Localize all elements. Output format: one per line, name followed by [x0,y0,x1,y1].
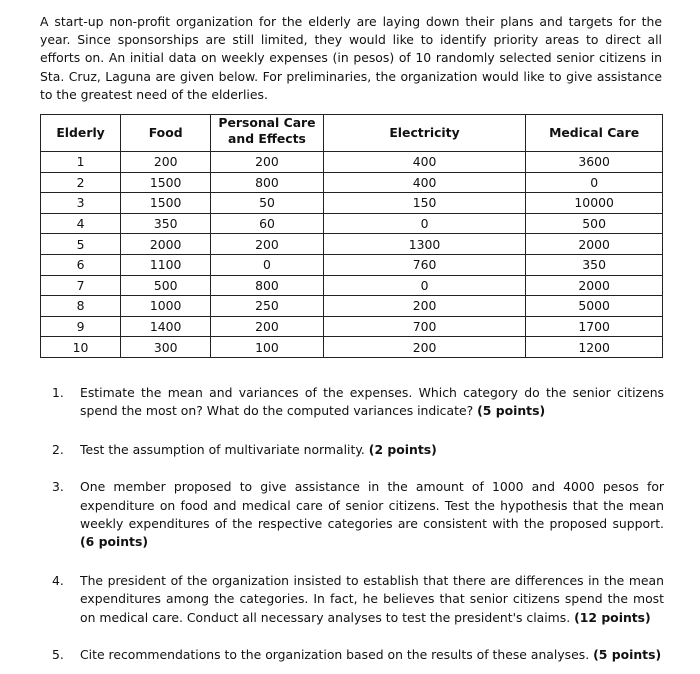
table-header-row [41,115,663,152]
table-row [41,152,663,173]
cell-personal-care: 100 [211,337,324,358]
cell-food: 200 [121,152,211,173]
question-points: (2 points) [368,441,437,457]
cell-elderly: 4 [41,213,121,234]
cell-personal-care: 200 [211,152,324,173]
cell-food: 1500 [121,193,211,214]
cell-medical-care: 1700 [526,316,663,337]
table-row [41,213,663,234]
cell-electricity: 150 [323,193,525,214]
cell-medical-care: 10000 [526,193,663,214]
table-row [41,193,663,214]
cell-personal-care: 800 [211,172,324,193]
table-row [41,316,663,337]
cell-food: 500 [121,275,211,296]
question-item [52,441,664,459]
cell-medical-care: 2000 [526,275,663,296]
question-list [52,384,664,664]
cell-electricity: 760 [323,254,525,275]
header-elderly: Elderly [41,115,121,152]
expenses-table [40,114,663,358]
cell-food: 350 [121,213,211,234]
question-item [52,478,664,552]
cell-medical-care: 5000 [526,296,663,317]
cell-personal-care: 200 [211,234,324,255]
cell-medical-care: 3600 [526,152,663,173]
question-item [52,646,664,664]
cell-elderly: 7 [41,275,121,296]
question-text: Estimate the mean and variances of the expenses. Which category do the senior citizens spend the most on? What do the computed variances indicate? (5 points) [80,385,664,419]
cell-medical-care: 350 [526,254,663,275]
question-item [52,572,664,627]
cell-electricity: 1300 [323,234,525,255]
question-number: 3. [52,479,64,495]
table-row [41,234,663,255]
cell-medical-care: 1200 [526,337,663,358]
header-electricity: Electricity [323,115,525,152]
question-text: One member proposed to give assistance in the amount of 1000 and 4000 pesos for expenditure on food and medical care of senior citizens. Test the hypothesis that the mean weekly expenditures of the respective categories are consistent with the proposed support. (6 points) [80,479,664,550]
question-points: (12 points) [574,609,651,625]
cell-personal-care: 200 [211,316,324,337]
cell-elderly: 10 [41,337,121,358]
header-food: Food [121,115,211,152]
cell-electricity: 400 [323,172,525,193]
cell-personal-care: 0 [211,254,324,275]
cell-elderly: 8 [41,296,121,317]
table-row [41,172,663,193]
question-text: Test the assumption of multivariate normality. (2 points) [80,441,437,457]
cell-electricity: 0 [323,213,525,234]
question-points: (6 points) [80,534,149,550]
table-row [41,254,663,275]
table-row [41,275,663,296]
cell-elderly: 2 [41,172,121,193]
question-number: 5. [52,647,64,663]
cell-elderly: 3 [41,193,121,214]
cell-elderly: 9 [41,316,121,337]
table-row [41,337,663,358]
cell-personal-care: 800 [211,275,324,296]
question-number: 2. [52,441,64,457]
question-item [52,384,664,421]
cell-elderly: 5 [41,234,121,255]
intro-paragraph: A start-up non-profit organization for the elderly are laying down their plans and targets for the year. Since sponsorships are still limited, they would like to identify priority areas to direct all efforts on. An initial data on weekly expenses (in pesos) of 10 randomly selected senior citizens in Sta. Cruz, Laguna are given below. For preliminaries, the organization would like to give assistance to the greatest need of the elderlies. [40,14,662,102]
cell-food: 2000 [121,234,211,255]
cell-food: 1000 [121,296,211,317]
cell-electricity: 200 [323,337,525,358]
cell-food: 300 [121,337,211,358]
cell-personal-care: 50 [211,193,324,214]
question-text: The president of the organization insisted to establish that there are differences in the mean expenditures among the categories. In fact, he believes that senior citizens spend the most on medical care. Conduct all necessary analyses to test the president's claims. (12 points) [80,572,664,625]
cell-elderly: 6 [41,254,121,275]
header-personal-care: Personal Care and Effects [211,115,324,152]
cell-electricity: 700 [323,316,525,337]
cell-elderly: 1 [41,152,121,173]
cell-medical-care: 0 [526,172,663,193]
cell-food: 1400 [121,316,211,337]
cell-food: 1500 [121,172,211,193]
cell-electricity: 400 [323,152,525,173]
question-text: Cite recommendations to the organization based on the results of these analyses. (5 points) [80,647,662,663]
question-number: 4. [52,572,64,588]
header-medical-care: Medical Care [526,115,663,152]
cell-electricity: 200 [323,296,525,317]
table-row [41,296,663,317]
question-points: (5 points) [477,403,546,419]
cell-medical-care: 2000 [526,234,663,255]
question-points: (5 points) [593,647,662,663]
cell-medical-care: 500 [526,213,663,234]
cell-electricity: 0 [323,275,525,296]
cell-personal-care: 250 [211,296,324,317]
cell-personal-care: 60 [211,213,324,234]
question-number: 1. [52,385,64,400]
cell-food: 1100 [121,254,211,275]
